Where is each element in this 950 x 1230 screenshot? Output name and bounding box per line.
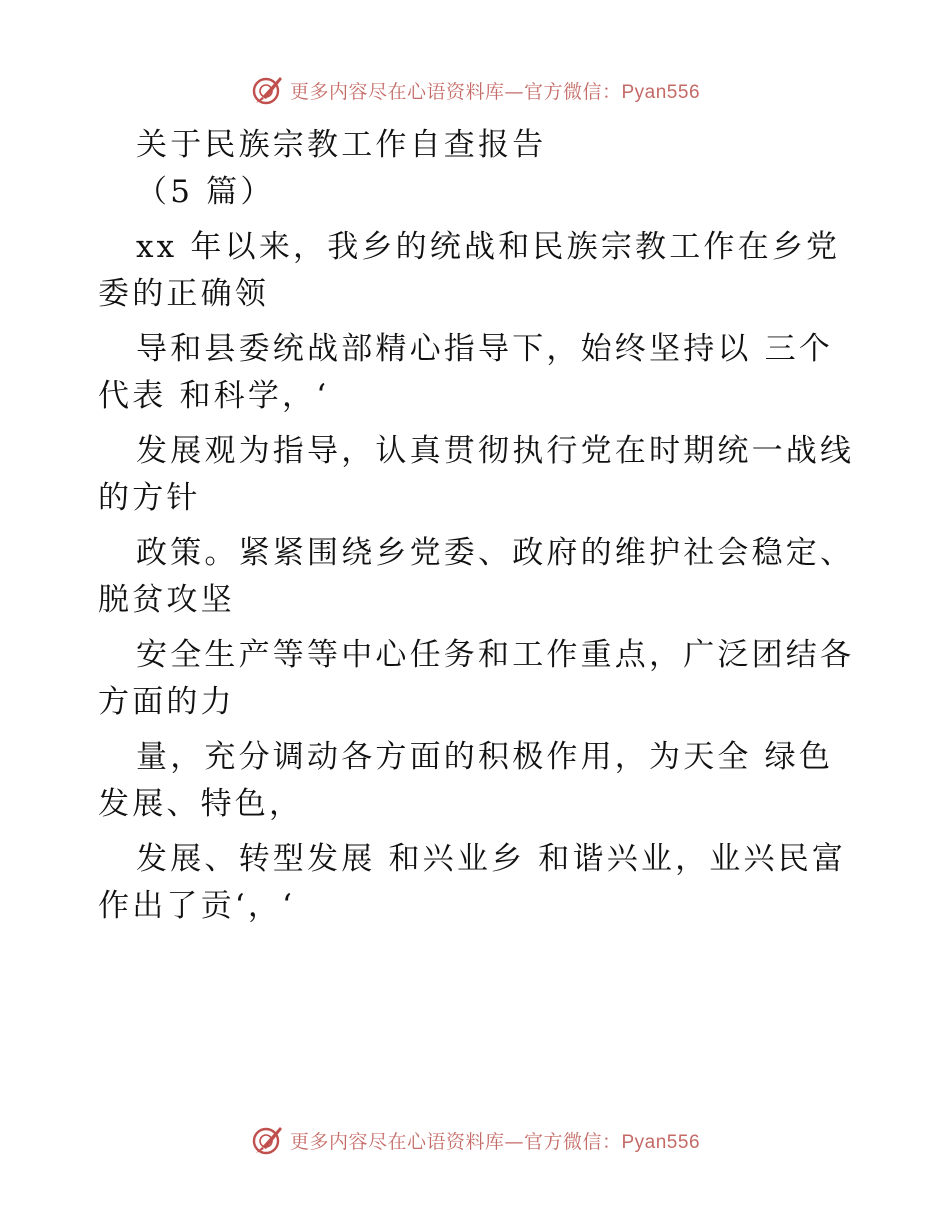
paragraph-line: 安全生产等等中心任务和工作重点，广泛团结各: [136, 637, 855, 673]
watermark-label: 更多内容尽在心语资料库—官方微信：: [289, 80, 622, 103]
paragraph-line: 委的正确领: [98, 276, 269, 312]
paragraph-line: 导和县委统战部精心指导下，始终坚持以 三个: [136, 331, 834, 367]
watermark-label: 更多内容尽在心语资料库—官方微信：: [289, 1130, 622, 1153]
paragraph-line: 政策。紧紧围绕乡党委、政府的维护社会稳定、: [136, 535, 855, 571]
header-watermark: [0, 72, 950, 108]
footer-watermark: [0, 1122, 950, 1158]
document-subtitle: （5 篇）: [136, 174, 275, 210]
quill-logo-icon: [250, 1123, 284, 1157]
paragraph-line: 代表 和科学，‘: [98, 378, 330, 414]
watermark-text: [290, 1127, 700, 1154]
paragraph-line: xx 年以来，我乡的统战和民族宗教工作在乡党: [136, 229, 841, 265]
paragraph-line: 量，充分调动各方面的积极作用，为天全 绿色: [136, 739, 834, 775]
wechat-handle: Pyan556: [621, 1131, 701, 1153]
paragraph-line: 发展、转型发展 和兴业乡 和谐兴业，业兴民富: [136, 841, 847, 877]
paragraph-line: 发展观为指导，认真贯彻执行党在时期统一战线: [136, 433, 855, 469]
document-title: 关于民族宗教工作自查报告: [136, 127, 547, 163]
quill-logo-icon: [250, 73, 284, 107]
paragraph-line: 方面的力: [98, 684, 235, 720]
paragraph-line: 的方针: [98, 480, 201, 516]
paragraph-line: 作出了贡‘，‘: [98, 888, 296, 924]
document-body: [98, 122, 858, 930]
paragraph-line: 发展、特色，: [98, 786, 304, 822]
wechat-handle: Pyan556: [621, 81, 701, 103]
watermark-text: [290, 77, 700, 104]
paragraph-line: 脱贫攻坚: [98, 582, 235, 618]
